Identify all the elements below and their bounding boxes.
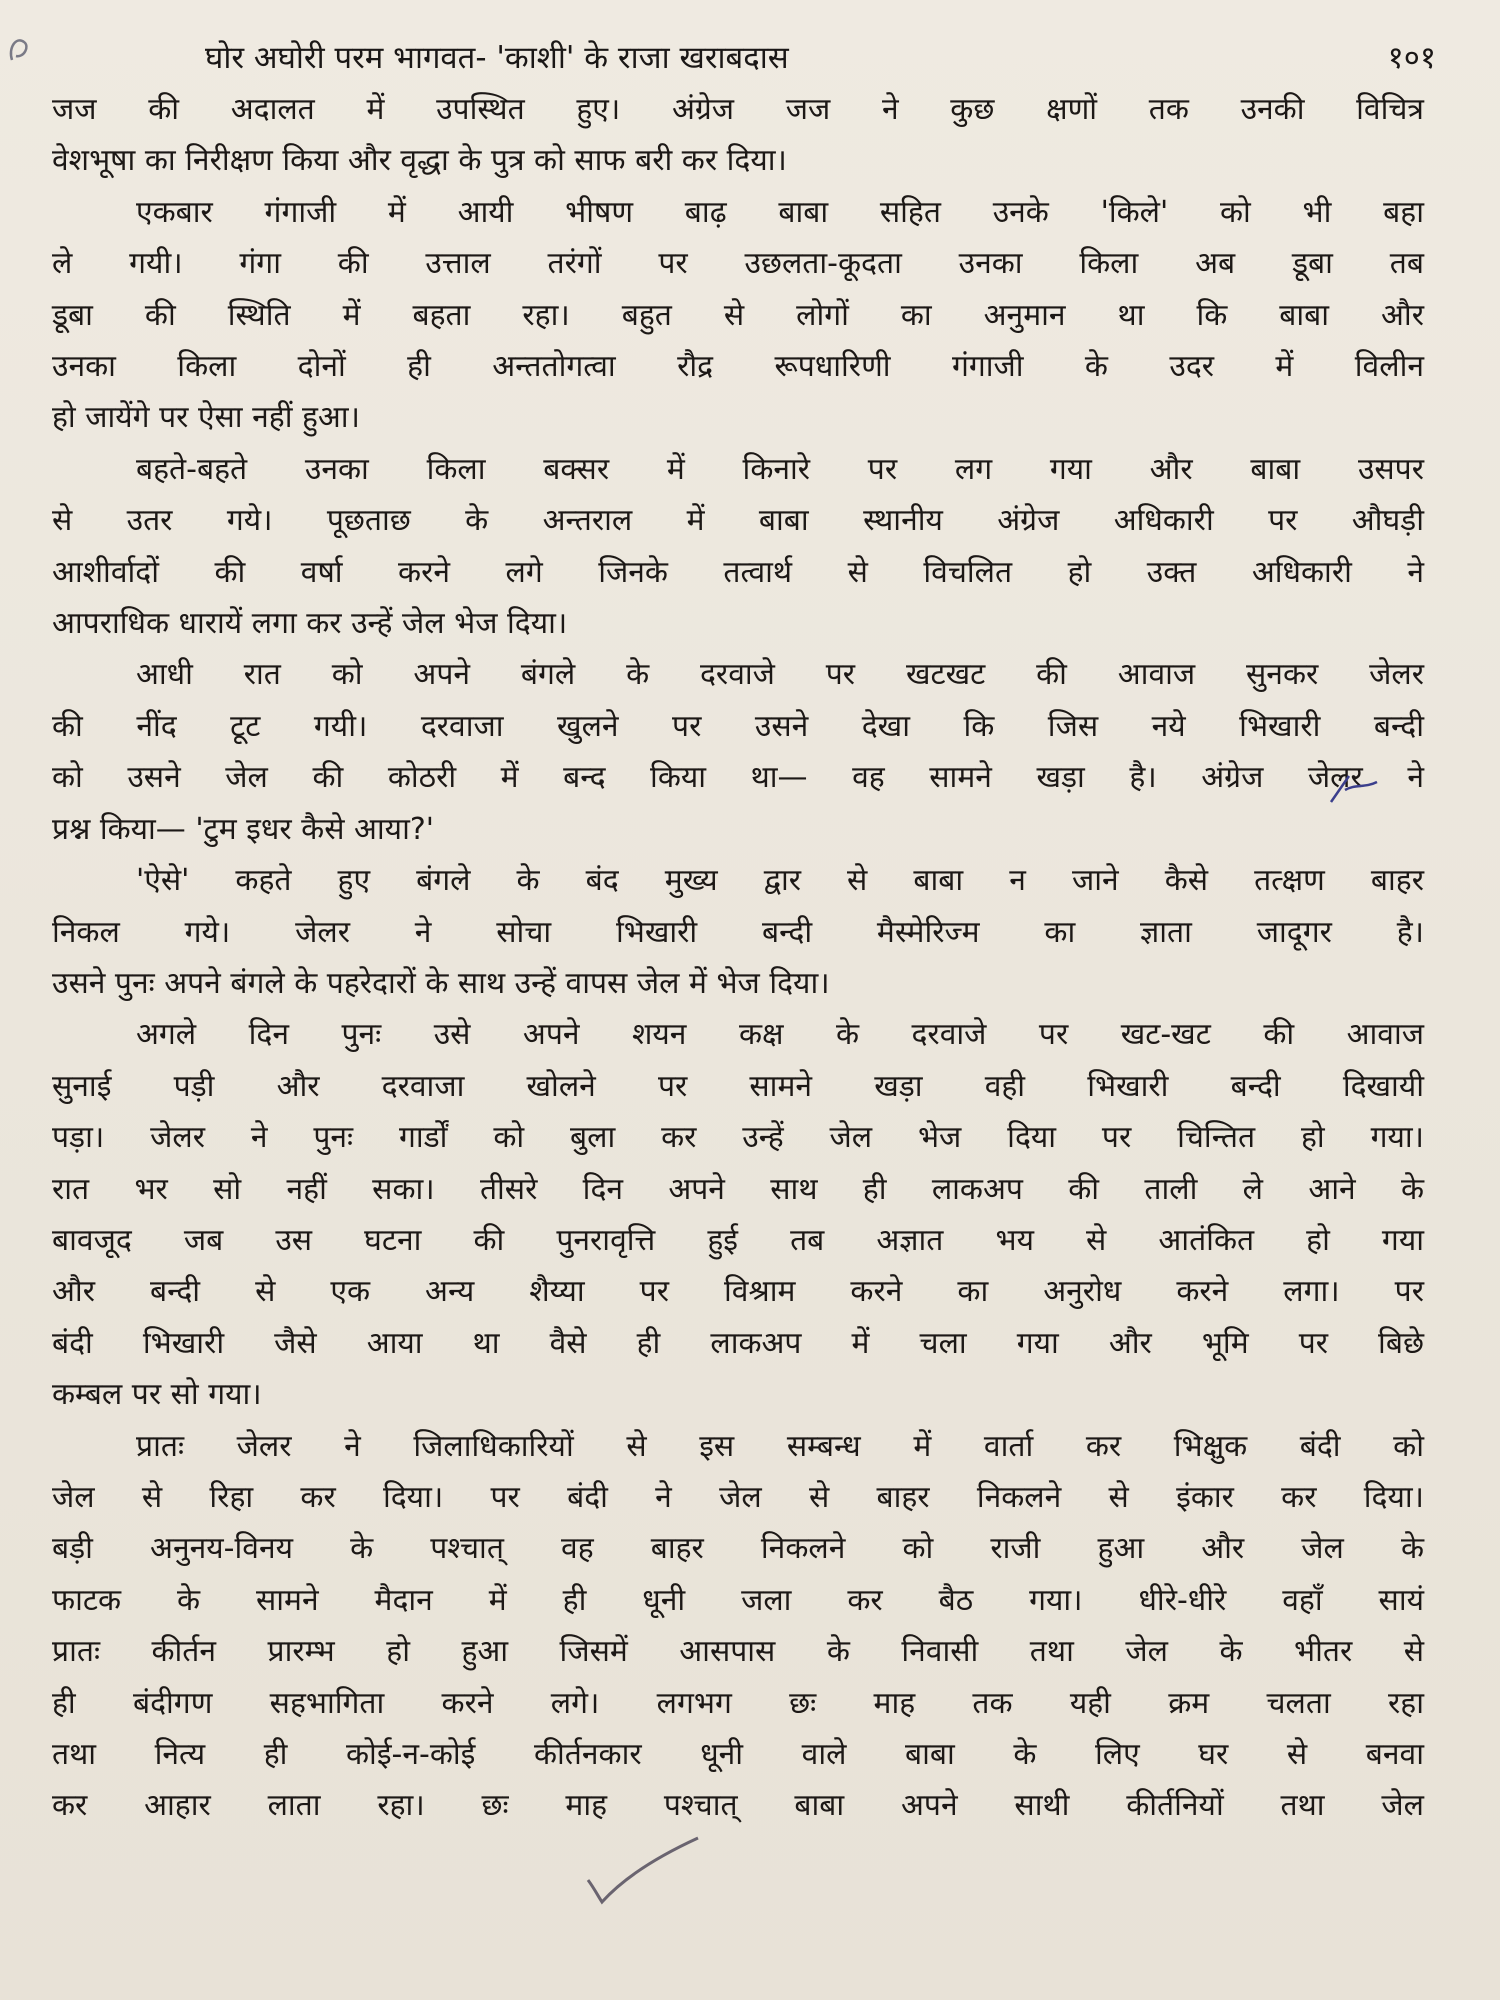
text-line: तथा नित्य ही कोई-न-कोई कीर्तनकार धूनी वाले बाबा के लिए घर से बनवा [52, 1737, 1424, 1772]
text-line: बहते-बहते उनका किला बक्सर में किनारे पर लग गया और बाबा उसपर [136, 451, 1424, 487]
text-line: कर आहार लाता रहा। छः माह पश्चात् बाबा अपने साथी कीर्तनियों तथा जेल [52, 1788, 1424, 1824]
text-line: प्रश्न किया— 'टुम इधर कैसे आया?' [52, 811, 435, 847]
text-line: बड़ी अनुनय-विनय के पश्चात् वह बाहर निकलने को राजी हुआ और जेल के [52, 1531, 1424, 1567]
text-line: निकल गये। जेलर ने सोचा भिखारी बन्दी मैस्मेरिज्म का ज्ञाता जादूगर है। [52, 914, 1424, 950]
text-line: ले गयी। गंगा की उत्ताल तरंगों पर उछलता-कूदता उनका किला अब डूबा तब [52, 246, 1424, 282]
text-line: डूबा की स्थिति में बहता रहा। बहुत से लोगों का अनुमान था कि बाबा और [52, 297, 1424, 333]
paragraph [52, 649, 1424, 855]
paragraph [52, 444, 1424, 650]
text-line: और बन्दी से एक अन्य शैय्या पर विश्राम करने का अनुरोध करने लगा। पर [52, 1274, 1424, 1310]
text-line: को उसने जेल की कोठरी में बन्द किया था— वह सामने खड़ा है। अंग्रेज जेलर ने [52, 760, 1424, 796]
text-line: रात भर सो नहीं सका। तीसरे दिन अपने साथ ही लाकअप की ताली ले आने के [52, 1171, 1424, 1207]
text-line: बंदी भिखारी जैसे आया था वैसे ही लाकअप में चला गया और भूमि पर बिछे [52, 1325, 1424, 1361]
text-line: की नींद टूट गयी। दरवाजा खुलने पर उसने देखा कि जिस नये भिखारी बन्दी [52, 708, 1424, 744]
text-line: उसने पुनः अपने बंगले के पहरेदारों के साथ उन्हें वापस जेल में भेज दिया। [52, 965, 830, 1001]
text-line: एकबार गंगाजी में आयी भीषण बाढ़ बाबा सहित उनके 'किले' को भी बहा [136, 194, 1424, 230]
paragraph [52, 855, 1424, 1009]
paragraph [52, 1009, 1424, 1420]
page-number: १०१ [1387, 40, 1436, 76]
chapter-title: घोर अघोरी परम भागवत- 'काशी' के राजा खराबदास [205, 40, 789, 76]
paragraph [52, 1421, 1424, 1832]
text-line: जेल से रिहा कर दिया। पर बंदी ने जेल से बाहर निकलने से इंकार कर दिया। [52, 1479, 1424, 1515]
text-line: वेशभूषा का निरीक्षण किया और वृद्धा के पुत्र को साफ बरी कर दिया। [52, 143, 787, 179]
text-line: पड़ा। जेलर ने पुनः गार्डों को बुला कर उन्हें जेल भेज दिया पर चिन्तित हो गया। [52, 1120, 1424, 1156]
text-line: ही बंदीगण सहभागिता करने लगे। लगभग छः माह तक यही क्रम चलता रहा [52, 1685, 1424, 1721]
text-line: जज की अदालत में उपस्थित हुए। अंग्रेज जज ने कुछ क्षणों तक उनकी विचित्र [52, 92, 1424, 127]
text-line: 'ऐसे' कहते हुए बंगले के बंद मुख्य द्वार से बाबा न जाने कैसे तत्क्षण बाहर [136, 863, 1424, 899]
paragraph [52, 84, 1424, 187]
text-line: सुनाई पड़ी और दरवाजा खोलने पर सामने खड़ा वही भिखारी बन्दी दिखायी [52, 1068, 1424, 1104]
text-line: से उतर गये। पूछताछ के अन्तराल में बाबा स्थानीय अंग्रेज अधिकारी पर औघड़ी [52, 503, 1424, 539]
text-line: आधी रात को अपने बंगले के दरवाजे पर खटखट की आवाज सुनकर जेलर [136, 657, 1424, 693]
text-line: बावजूद जब उस घटना की पुनरावृत्ति हुई तब अज्ञात भय से आतंकित हो गया [52, 1222, 1424, 1258]
text-line: उनका किला दोनों ही अन्ततोगत्वा रौद्र रूपधारिणी गंगाजी के उदर में विलीन [52, 349, 1424, 385]
pen-annotation-mark [1325, 768, 1385, 808]
text-line: प्रातः कीर्तन प्रारम्भ हो हुआ जिसमें आसपास के निवासी तथा जेल के भीतर से [52, 1634, 1424, 1670]
text-line: हो जायेंगे पर ऐसा नहीं हुआ। [52, 400, 360, 436]
text-line: फाटक के सामने मैदान में ही धूनी जला कर बैठ गया। धीरे-धीरे वहाँ सायं [52, 1582, 1424, 1618]
running-head [0, 30, 1500, 90]
text-line: कम्बल पर सो गया। [52, 1377, 262, 1413]
body-text [52, 84, 1424, 1832]
text-line: आपराधिक धारायें लगा कर उन्हें जेल भेज दिया। [52, 606, 568, 642]
text-line: आशीर्वादों की वर्षा करने लगे जिनके तत्वार्थ से विचलित हो उक्त अधिकारी ने [52, 554, 1424, 590]
paragraph [52, 187, 1424, 444]
pen-tick-mark [580, 1830, 710, 1910]
text-line: अगले दिन पुनः उसे अपने शयन कक्ष के दरवाजे पर खट-खट की आवाज [136, 1017, 1424, 1053]
text-line: प्रातः जेलर ने जिलाधिकारियों से इस सम्बन्ध में वार्ता कर भिक्षुक बंदी को [136, 1428, 1424, 1464]
